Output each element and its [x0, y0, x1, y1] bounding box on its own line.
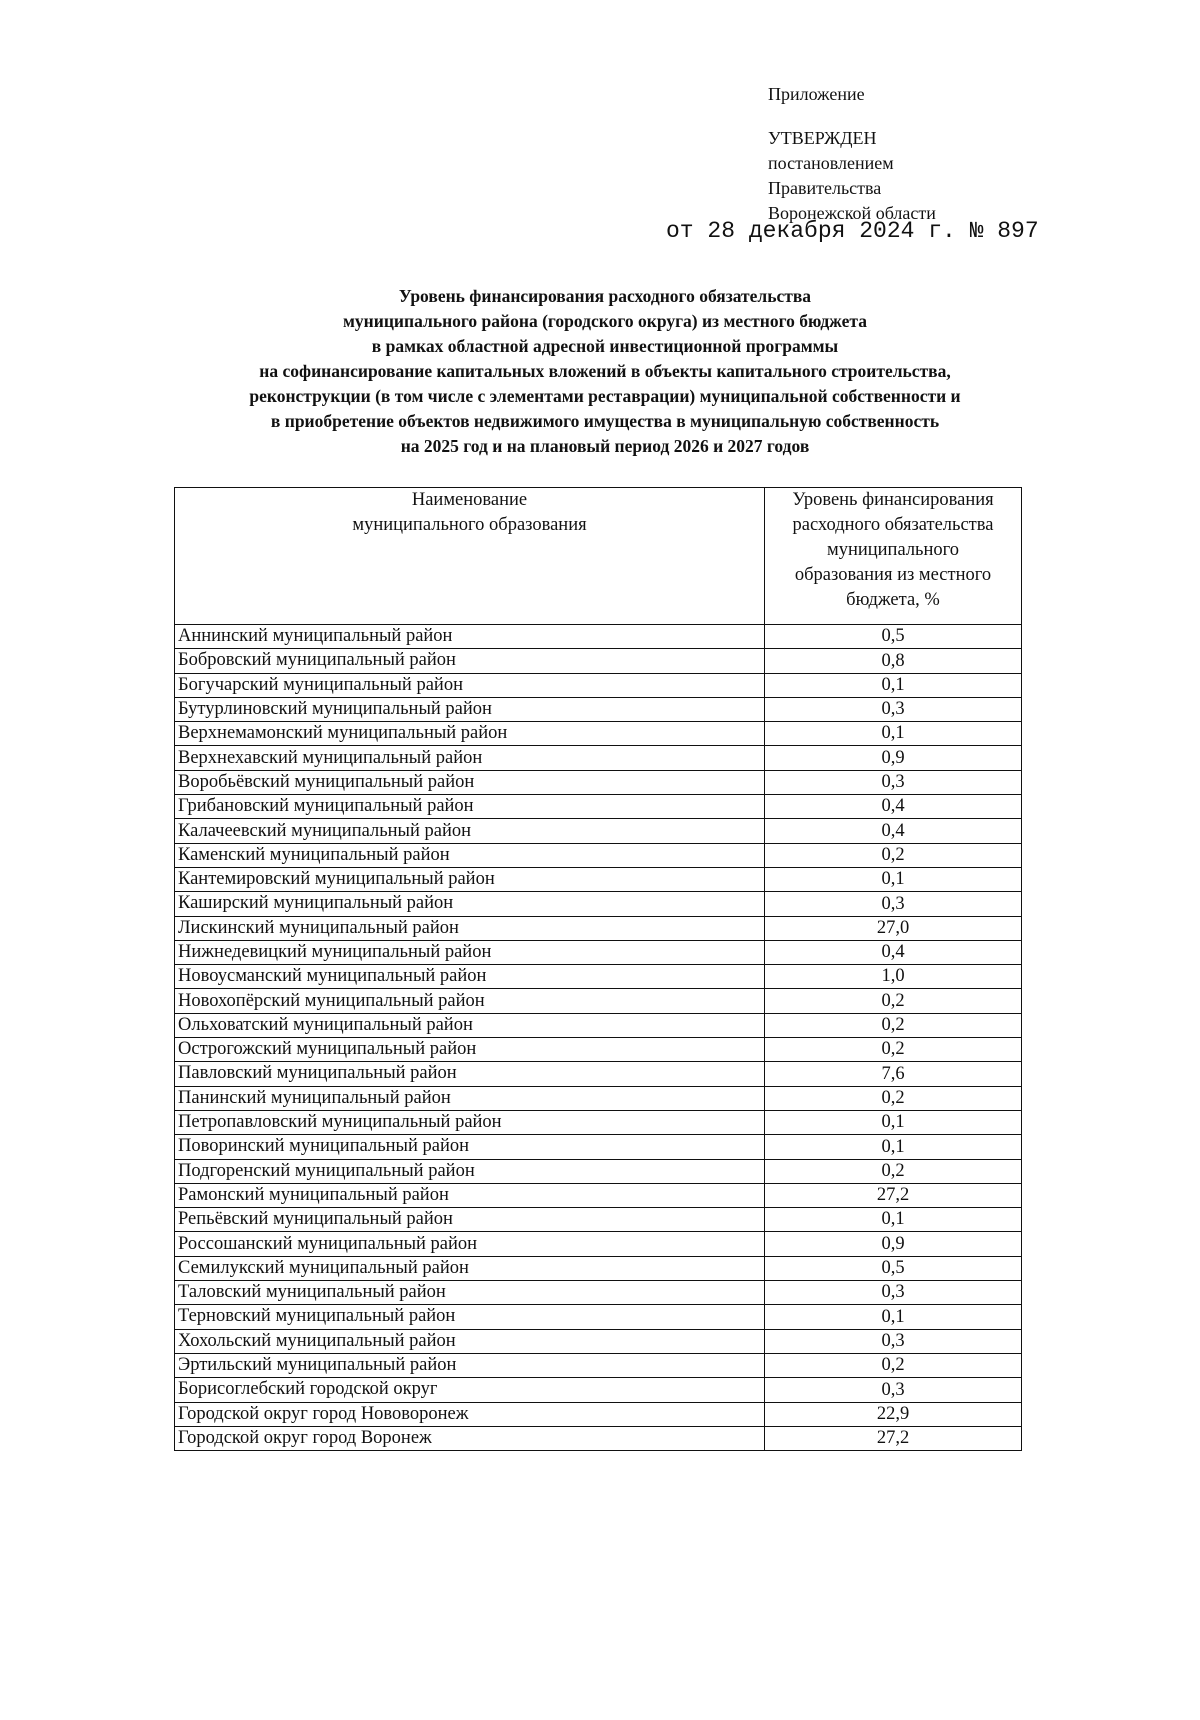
approval-line: УТВЕРЖДЕН	[768, 128, 877, 148]
funding-level-value: 1,0	[765, 965, 1022, 989]
funding-level-value: 0,1	[765, 1305, 1022, 1329]
table-row	[175, 1305, 1022, 1329]
funding-level-value: 0,3	[765, 892, 1022, 916]
funding-level-value: 0,2	[765, 1086, 1022, 1110]
title-line: муниципального района (городского округа) из местного бюджета	[343, 311, 867, 331]
column-header-level	[765, 488, 1022, 625]
table-row	[175, 819, 1022, 843]
municipality-name: Борисоглебский городской округ	[175, 1378, 765, 1402]
header-line: образования из местного	[794, 565, 992, 585]
header-line: расходного обязательства	[792, 515, 994, 535]
title-line: на софинансирование капитальных вложений в объекты капитального строительства,	[259, 361, 951, 381]
municipality-name: Богучарский муниципальный район	[175, 673, 765, 697]
funding-level-value: 0,1	[765, 1135, 1022, 1159]
table-row	[175, 1402, 1022, 1426]
table-body	[175, 625, 1022, 1451]
table-row	[175, 746, 1022, 770]
appendix-text: Приложение	[768, 84, 865, 104]
funding-level-value: 7,6	[765, 1062, 1022, 1086]
table-row	[175, 625, 1022, 649]
funding-level-value: 0,3	[765, 697, 1022, 721]
municipality-name: Ольховатский муниципальный район	[175, 1013, 765, 1037]
table-row	[175, 1013, 1022, 1037]
municipality-name: Бутурлиновский муниципальный район	[175, 697, 765, 721]
municipality-name: Воробьёвский муниципальный район	[175, 770, 765, 794]
funding-level-value: 0,4	[765, 819, 1022, 843]
table-row	[175, 1159, 1022, 1183]
municipality-name: Острогожский муниципальный район	[175, 1038, 765, 1062]
table-row	[175, 1038, 1022, 1062]
approval-line: постановлением	[768, 153, 894, 173]
table-row	[175, 867, 1022, 891]
municipality-name: Семилукский муниципальный район	[175, 1256, 765, 1280]
funding-level-value: 0,3	[765, 1378, 1022, 1402]
table-row	[175, 1183, 1022, 1207]
municipality-name: Городской округ город Воронеж	[175, 1426, 765, 1450]
municipality-name: Рамонский муниципальный район	[175, 1183, 765, 1207]
table-header-row	[175, 488, 1022, 625]
funding-level-value: 0,3	[765, 1329, 1022, 1353]
header-line: муниципального образования	[352, 515, 587, 535]
decree-date-number: от 28 декабря 2024 г. № 897	[666, 218, 1039, 244]
funding-level-value: 0,2	[765, 1013, 1022, 1037]
municipality-name: Новоусманский муниципальный район	[175, 965, 765, 989]
funding-level-value: 0,4	[765, 940, 1022, 964]
table-row	[175, 1353, 1022, 1377]
municipality-name: Лискинский муниципальный район	[175, 916, 765, 940]
table-row	[175, 1232, 1022, 1256]
table-row	[175, 649, 1022, 673]
title-line: Уровень финансирования расходного обязательства	[398, 286, 812, 306]
title-line: реконструкции (в том числе с элементами реставрации) муниципальной собственности и	[249, 386, 961, 406]
funding-level-value: 0,5	[765, 1256, 1022, 1280]
municipality-name: Городской округ город Нововоронеж	[175, 1402, 765, 1426]
municipality-name: Поворинский муниципальный район	[175, 1135, 765, 1159]
funding-level-value: 27,2	[765, 1426, 1022, 1450]
table-row	[175, 1208, 1022, 1232]
table-row	[175, 916, 1022, 940]
funding-level-value: 0,2	[765, 1353, 1022, 1377]
funding-level-value: 0,4	[765, 795, 1022, 819]
municipality-name: Павловский муниципальный район	[175, 1062, 765, 1086]
funding-level-value: 0,5	[765, 625, 1022, 649]
municipality-name: Бобровский муниципальный район	[175, 649, 765, 673]
table-row	[175, 673, 1022, 697]
funding-level-value: 0,3	[765, 770, 1022, 794]
municipality-name: Россошанский муниципальный район	[175, 1232, 765, 1256]
municipality-name: Каширский муниципальный район	[175, 892, 765, 916]
funding-level-value: 0,1	[765, 867, 1022, 891]
title-line: на 2025 год и на плановый период 2026 и 2027 годов	[400, 436, 810, 456]
municipality-name: Верхнемамонский муниципальный район	[175, 722, 765, 746]
appendix-label	[768, 82, 865, 106]
municipality-name: Подгоренский муниципальный район	[175, 1159, 765, 1183]
funding-level-value: 0,1	[765, 1208, 1022, 1232]
header-line: Уровень финансирования	[792, 490, 994, 510]
funding-level-value: 0,8	[765, 649, 1022, 673]
municipality-name: Петропавловский муниципальный район	[175, 1110, 765, 1134]
funding-level-value: 0,3	[765, 1281, 1022, 1305]
municipality-name: Панинский муниципальный район	[175, 1086, 765, 1110]
title-line: в приобретение объектов недвижимого имущества в муниципальную собственность	[270, 411, 940, 431]
municipality-name: Хохольский муниципальный район	[175, 1329, 765, 1353]
funding-level-value: 22,9	[765, 1402, 1022, 1426]
table-row	[175, 1378, 1022, 1402]
funding-level-value: 27,0	[765, 916, 1022, 940]
municipality-name: Калачеевский муниципальный район	[175, 819, 765, 843]
municipality-name: Таловский муниципальный район	[175, 1281, 765, 1305]
table-row	[175, 1426, 1022, 1450]
funding-level-value: 0,2	[765, 1159, 1022, 1183]
funding-level-value: 0,2	[765, 1038, 1022, 1062]
approval-line: Правительства	[768, 178, 882, 198]
funding-level-value: 0,2	[765, 843, 1022, 867]
table-row	[175, 1256, 1022, 1280]
funding-level-value: 0,2	[765, 989, 1022, 1013]
municipality-name: Грибановский муниципальный район	[175, 795, 765, 819]
approval-line: Воронежской области	[768, 203, 936, 223]
municipality-name: Каменский муниципальный район	[175, 843, 765, 867]
municipality-name: Аннинский муниципальный район	[175, 625, 765, 649]
funding-table	[174, 487, 1022, 1451]
municipality-name: Терновский муниципальный район	[175, 1305, 765, 1329]
table-row	[175, 1329, 1022, 1353]
table-row	[175, 1086, 1022, 1110]
table-row	[175, 795, 1022, 819]
table-row	[175, 989, 1022, 1013]
table-row	[175, 940, 1022, 964]
table-row	[175, 965, 1022, 989]
table-row	[175, 1110, 1022, 1134]
table-row	[175, 697, 1022, 721]
funding-level-value: 0,9	[765, 1232, 1022, 1256]
column-header-name	[175, 488, 765, 625]
table-row	[175, 1135, 1022, 1159]
approval-block	[768, 126, 936, 226]
municipality-name: Эртильский муниципальный район	[175, 1353, 765, 1377]
title-line: в рамках областной адресной инвестиционной программы	[371, 336, 839, 356]
table-row	[175, 1062, 1022, 1086]
municipality-name: Кантемировский муниципальный район	[175, 867, 765, 891]
document-title	[150, 284, 1060, 459]
table-row	[175, 892, 1022, 916]
funding-level-value: 27,2	[765, 1183, 1022, 1207]
funding-level-value: 0,9	[765, 746, 1022, 770]
municipality-name: Верхнехавский муниципальный район	[175, 746, 765, 770]
funding-level-value: 0,1	[765, 673, 1022, 697]
table-row	[175, 770, 1022, 794]
table-row	[175, 843, 1022, 867]
funding-level-value: 0,1	[765, 722, 1022, 746]
table-row	[175, 1281, 1022, 1305]
header-line: муниципального	[826, 540, 960, 560]
municipality-name: Нижнедевицкий муниципальный район	[175, 940, 765, 964]
municipality-name: Репьёвский муниципальный район	[175, 1208, 765, 1232]
table-row	[175, 722, 1022, 746]
header-line: Наименование	[411, 490, 528, 510]
municipality-name: Новохопёрский муниципальный район	[175, 989, 765, 1013]
header-line: бюджета, %	[846, 590, 940, 610]
funding-level-value: 0,1	[765, 1110, 1022, 1134]
